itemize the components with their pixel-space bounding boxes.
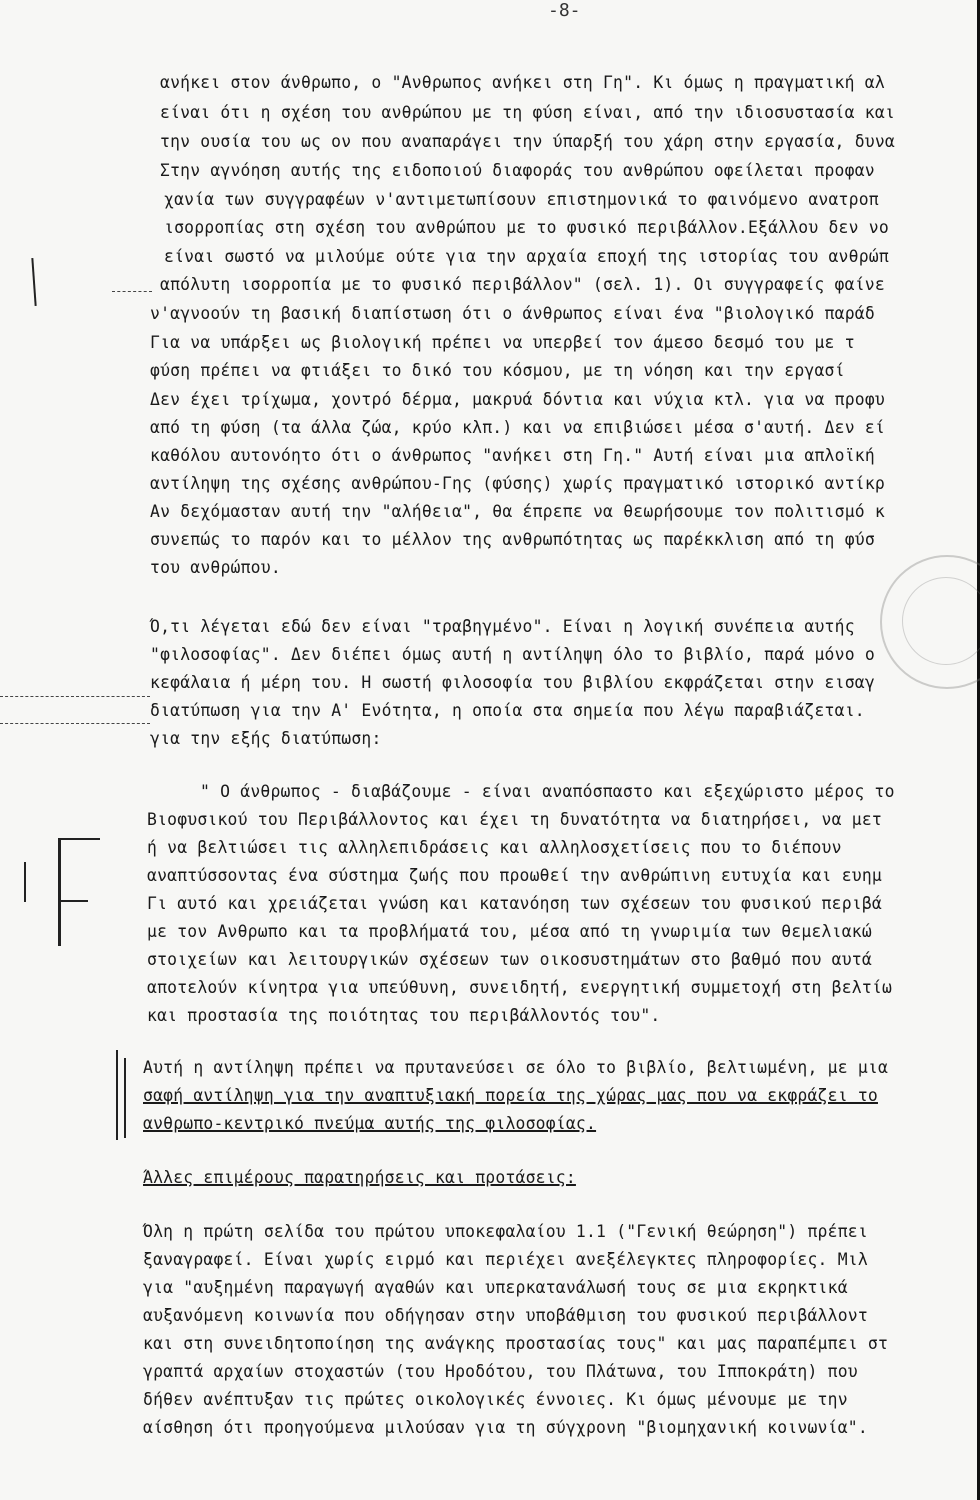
text-line: γραπτά αρχαίων στοχαστών (του Ηροδότου, του Πλάτωνα, του Ιπποκράτη) που (143, 1362, 858, 1381)
text-line: αναπτύσσοντας ένα σύστημα ζωής που προωθεί την ανθρώπινη ευτυχία και ευημ (147, 866, 882, 885)
text-line: με τον Ανθρωπο και τα προβλήματά του, μέσα από τη γνωριμία των θεμελιακώ (147, 922, 872, 941)
text-line: φύση πρέπει να φτιάξει το δικό του κόσμου, με τη νόηση και την εργασί (150, 361, 845, 380)
text-line: καθόλου αυτονόητο ότι ο άνθρωπος "ανήκει στη Γη." Αυτή είναι μια απλοϊκή (150, 446, 875, 465)
margin-bracket (58, 838, 100, 840)
text-line: είναι ότι η σχέση του ανθρώπου με τη φύση είναι, από την ιδιοσυστασία και (160, 103, 895, 122)
text-line: ανήκει στον άνθρωπο, ο "Ανθρωπος ανήκει στη Γη". Κι όμως η πραγματική αλ (160, 73, 885, 92)
dashed-margin-line (112, 291, 152, 292)
text-line: ή να βελτιώσει τις αλληλεπιδράσεις και αλληλοσχετίσεις που το διέπουν (147, 838, 842, 857)
margin-bracket (58, 900, 88, 902)
text-line: Όλη η πρώτη σελίδα του πρώτου υποκεφαλαίου 1.1 ("Γενική θεώρηση") πρέπει (143, 1222, 868, 1241)
text-line: Δεν έχει τρίχωμα, χοντρό δέρμα, μακρυά δόντια και νύχια κτλ. για να προφυ (150, 390, 885, 409)
margin-bracket (58, 838, 61, 946)
text-line: για την εξής διατύπωση: (150, 729, 382, 748)
text-line: Αυτή η αντίληψη πρέπει να πρυτανεύσει σε όλο το βιβλίο, βελτιωμένη, με μια (143, 1058, 889, 1077)
text-line: αποτελούν κίνητρα για υπεύθυνη, συνειδητή, ενεργητική συμμετοχή στη βελτίω (147, 978, 893, 997)
text-line: από τη φύση (τα άλλα ζώα, κρύο κλπ.) και να επιβιώσει μέσα σ'αυτή. Δεν εί (150, 418, 885, 437)
text-line: αίσθηση ότι προηγούμενα μιλούσαν για τη σύγχρονη "βιομηχανική κοινωνία". (143, 1418, 868, 1437)
margin-bracket (116, 1050, 118, 1140)
text-line: είναι σωστό να μιλούμε ούτε για την αρχαία εποχή της ιστορίας του ανθρώπ (164, 247, 889, 266)
text-line: απόλυτη ισορροπία με το φυσικό περιβάλλον" (σελ. 1). Οι συγγραφείς φαίνε (160, 275, 885, 294)
text-line: Ό,τι λέγεται εδώ δεν είναι "τραβηγμένο". Είναι η λογική συνέπεια αυτής (150, 617, 855, 636)
text-line: δήθεν ανέπτυξαν τις πρώτες οικολογικές έννοιες. Κι όμως μένουμε με την (143, 1390, 848, 1409)
text-line: "φιλοσοφίας". Δεν διέπει όμως αυτή η αντίληψη όλο το βιβλίο, παρά μόνο ο (150, 645, 875, 664)
dashed-margin-line (0, 696, 150, 697)
text-line: κεφάλαια ή μέρη του. Η σωστή φιλοσοφία του βιβλίου εκφράζεται στην εισαγ (150, 673, 875, 692)
text-line: και στη συνειδητοποίηση της ανάγκης προστασίας τους" και μας παραπέμπει στ (143, 1334, 889, 1353)
margin-bracket (124, 1058, 126, 1138)
stamp-mark (880, 555, 980, 689)
section-heading: Άλλες επιμέρους παρατηρήσεις και προτάσεις: (143, 1168, 576, 1187)
text-line: χανία των συγγραφέων ν'αντιμετωπίσουν επιστημονικά το φαινόμενο ανατροπ (164, 190, 879, 209)
text-line: Στην αγνόηση αυτής της ειδοποιού διαφοράς του ανθρώπου οφείλεται προφαν (160, 161, 875, 180)
text-line: ν'αγνοούν τη βασική διαπίστωση ότι ο άνθρωπος είναι ένα "βιολογικό παράδ (150, 304, 875, 323)
margin-mark (24, 862, 26, 902)
text-line: Για να υπάρξει ως βιολογική πρέπει να υπερβεί τον άμεσο δεσμό του με τ (150, 333, 855, 352)
text-line: Γι αυτό και χρειάζεται γνώση και κατανόηση των σχέσεων του φυσικού περιβά (147, 894, 882, 913)
text-line: στοιχείων και λειτουργικών σχέσεων των οικοσυστημάτων στο βαθμό που αυτά (147, 950, 872, 969)
text-line: για "αυξημένη παραγωγή αγαθών και υπερκατανάλωσή τους σε μια εκρηκτικά (143, 1278, 848, 1297)
text-line: αυξανόμενη κοινωνία που οδήγησαν στην υποβάθμιση του φυσικού περιβάλλοντ (143, 1306, 868, 1325)
margin-mark (31, 258, 36, 306)
text-line: " Ο άνθρωπος - διαβάζουμε - είναι αναπόσπαστο και εξεχώριστο μέρος το (200, 782, 895, 801)
text-line: αντίληψη της σχέσης ανθρώπου-Γης (φύσης) χωρίς πραγματικό ιστορικό αντίκρ (150, 474, 885, 493)
text-line: σαφή αντίληψη για την αναπτυξιακή πορεία της χώρας μας που να εκφράζει το (143, 1086, 878, 1105)
text-line: ισορροπίας στη σχέση του ανθρώπου με το φυσικό περιβάλλον.Εξάλλου δεν νο (164, 218, 889, 237)
dashed-margin-line (0, 723, 150, 724)
text-line: του ανθρώπου. (150, 558, 281, 577)
text-line: ξαναγραφεί. Είναι χωρίς ειρμό και περιέχει ανεξέλεγκτες πληροφορίες. Μιλ (143, 1250, 868, 1269)
page-number: -8- (548, 0, 581, 21)
text-line: Βιοφυσικού του Περιβάλλοντος και έχει τη δυνατότητα να διατηρήσει, να μετ (147, 810, 882, 829)
text-line: Αν δεχόμασταν αυτή την "αλήθεια", θα έπρεπε να θεωρήσουμε τον πολιτισμό κ (150, 502, 885, 521)
text-line: συνεπώς το παρόν και το μέλλον της ανθρωπότητας ως παρέκκλιση από τη φύσ (150, 530, 875, 549)
text-line: διατύπωση για την Α' Ενότητα, η οποία στα σημεία που λέγω παραβιάζεται. (150, 701, 865, 720)
text-line: την ουσία του ως ον που αναπαράγει την ύπαρξή του χάρη στην εργασία, δυνα (160, 132, 895, 151)
text-line: ανθρωπο-κεντρικό πνεύμα αυτής της φιλοσοφίας. (143, 1114, 597, 1133)
text-line: και προστασία της ποιότητας του περιβάλλοντός του". (147, 1006, 661, 1025)
